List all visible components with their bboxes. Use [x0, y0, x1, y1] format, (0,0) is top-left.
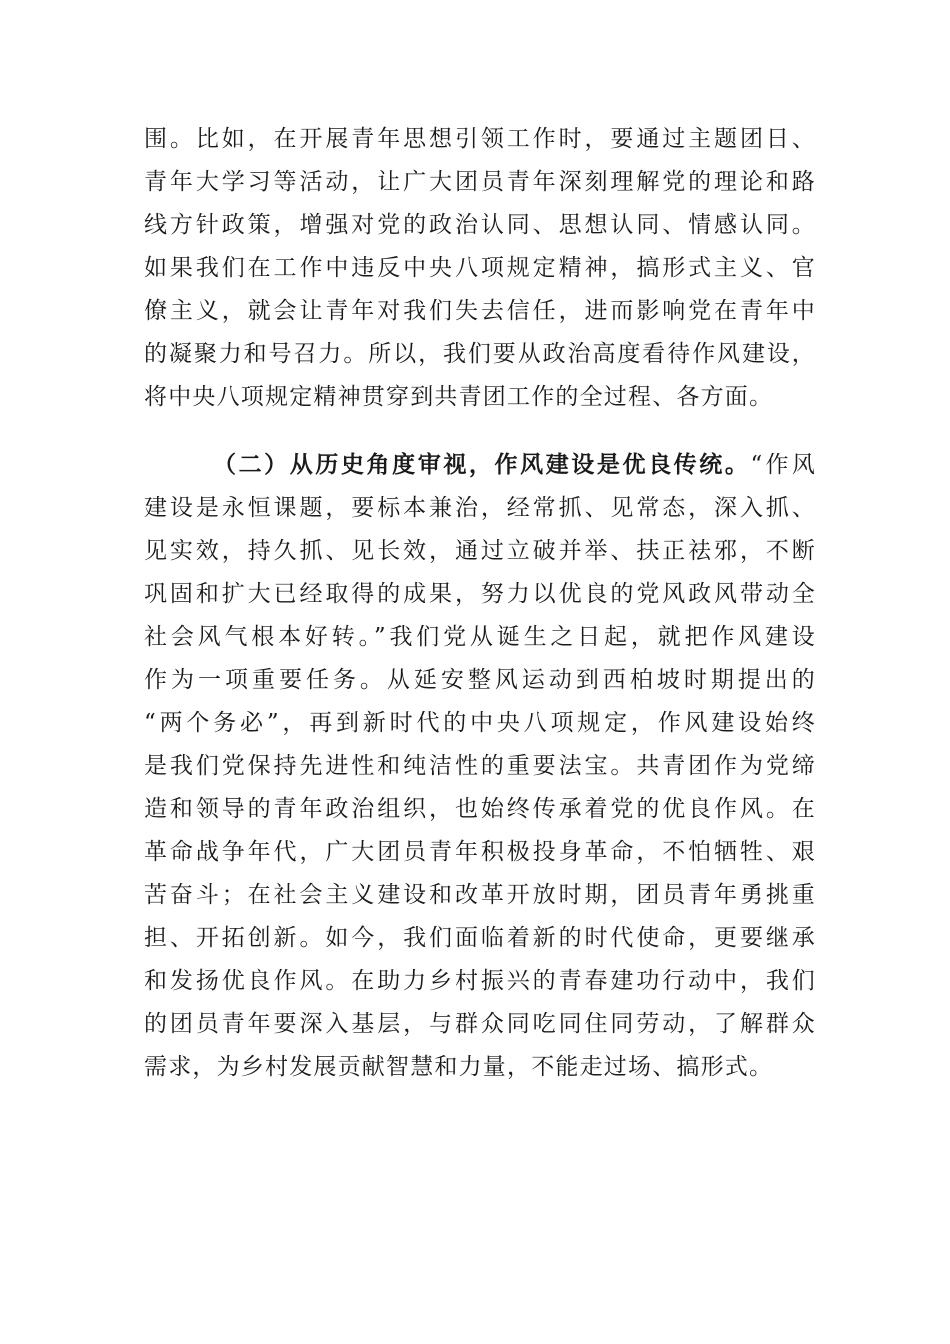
text-line: 作为一项重要任务。从延安整风运动到西柏坡时期提出的 — [144, 667, 816, 693]
text-line: 见实效，持久抓、见长效，通过立破并举、扶正祛邪，不断 — [144, 538, 816, 564]
text-line: 僚主义，就会让青年对我们失去信任，进而影响党在青年中 — [144, 298, 816, 324]
text-line: 的团员青年要深入基层，与群众同吃同住同劳动，了解群众 — [144, 1011, 816, 1037]
text-line: 革命战争年代，广大团员青年积极投身革命，不怕牺牲、艰 — [144, 839, 816, 865]
section-heading: （二）从历史角度审视，作风建设是优良传统。 — [213, 452, 751, 478]
text-line: “两个务必”，再到新时代的中央八项规定，作风建设始终 — [144, 710, 816, 736]
text-line: 担、开拓创新。如今，我们面临着新的时代使命，更要继承 — [144, 925, 816, 951]
text-line: 和发扬优良作风。在助力乡村振兴的青春建功行动中，我们 — [144, 968, 816, 994]
text-line: 是我们党保持先进性和纯洁性的重要法宝。共青团作为党缔 — [144, 753, 816, 779]
section-heading-line — [144, 444, 816, 487]
text-line: 围。比如，在开展青年思想引领工作时，要通过主题团日、 — [144, 126, 816, 152]
text-line: 建设是永恒课题，要标本兼治，经常抓、见常态，深入抓、 — [144, 495, 816, 521]
text-line: 将中央八项规定精神贯穿到共青团工作的全过程、各方面。 — [144, 384, 774, 410]
text-line: 造和领导的青年政治组织，也始终传承着党的优良作风。在 — [144, 796, 816, 822]
text-line: 需求，为乡村发展贡献智慧和力量，不能走过场、搞形式。 — [144, 1054, 774, 1080]
text-line: 的凝聚力和号召力。所以，我们要从政治高度看待作风建设， — [144, 341, 816, 367]
text-line: 线方针政策，增强对党的政治认同、思想认同、情感认同。 — [144, 212, 816, 238]
text-line: 青年大学习等活动，让广大团员青年深刻理解党的理论和路 — [144, 169, 816, 195]
paragraph-historical-perspective — [144, 444, 816, 1089]
text-line: 社会风气根本好转。”我们党从诞生之日起，就把作风建设 — [144, 624, 816, 650]
paragraph-political-height — [144, 118, 816, 419]
text-line: 苦奋斗；在社会主义建设和改革开放时期，团员青年勇挑重 — [144, 882, 816, 908]
text-line: 如果我们在工作中违反中央八项规定精神，搞形式主义、官 — [144, 255, 816, 281]
text-line: 巩固和扩大已经取得的成果，努力以优良的党风政风带动全 — [144, 581, 816, 607]
quote-start: “作风 — [750, 452, 817, 478]
